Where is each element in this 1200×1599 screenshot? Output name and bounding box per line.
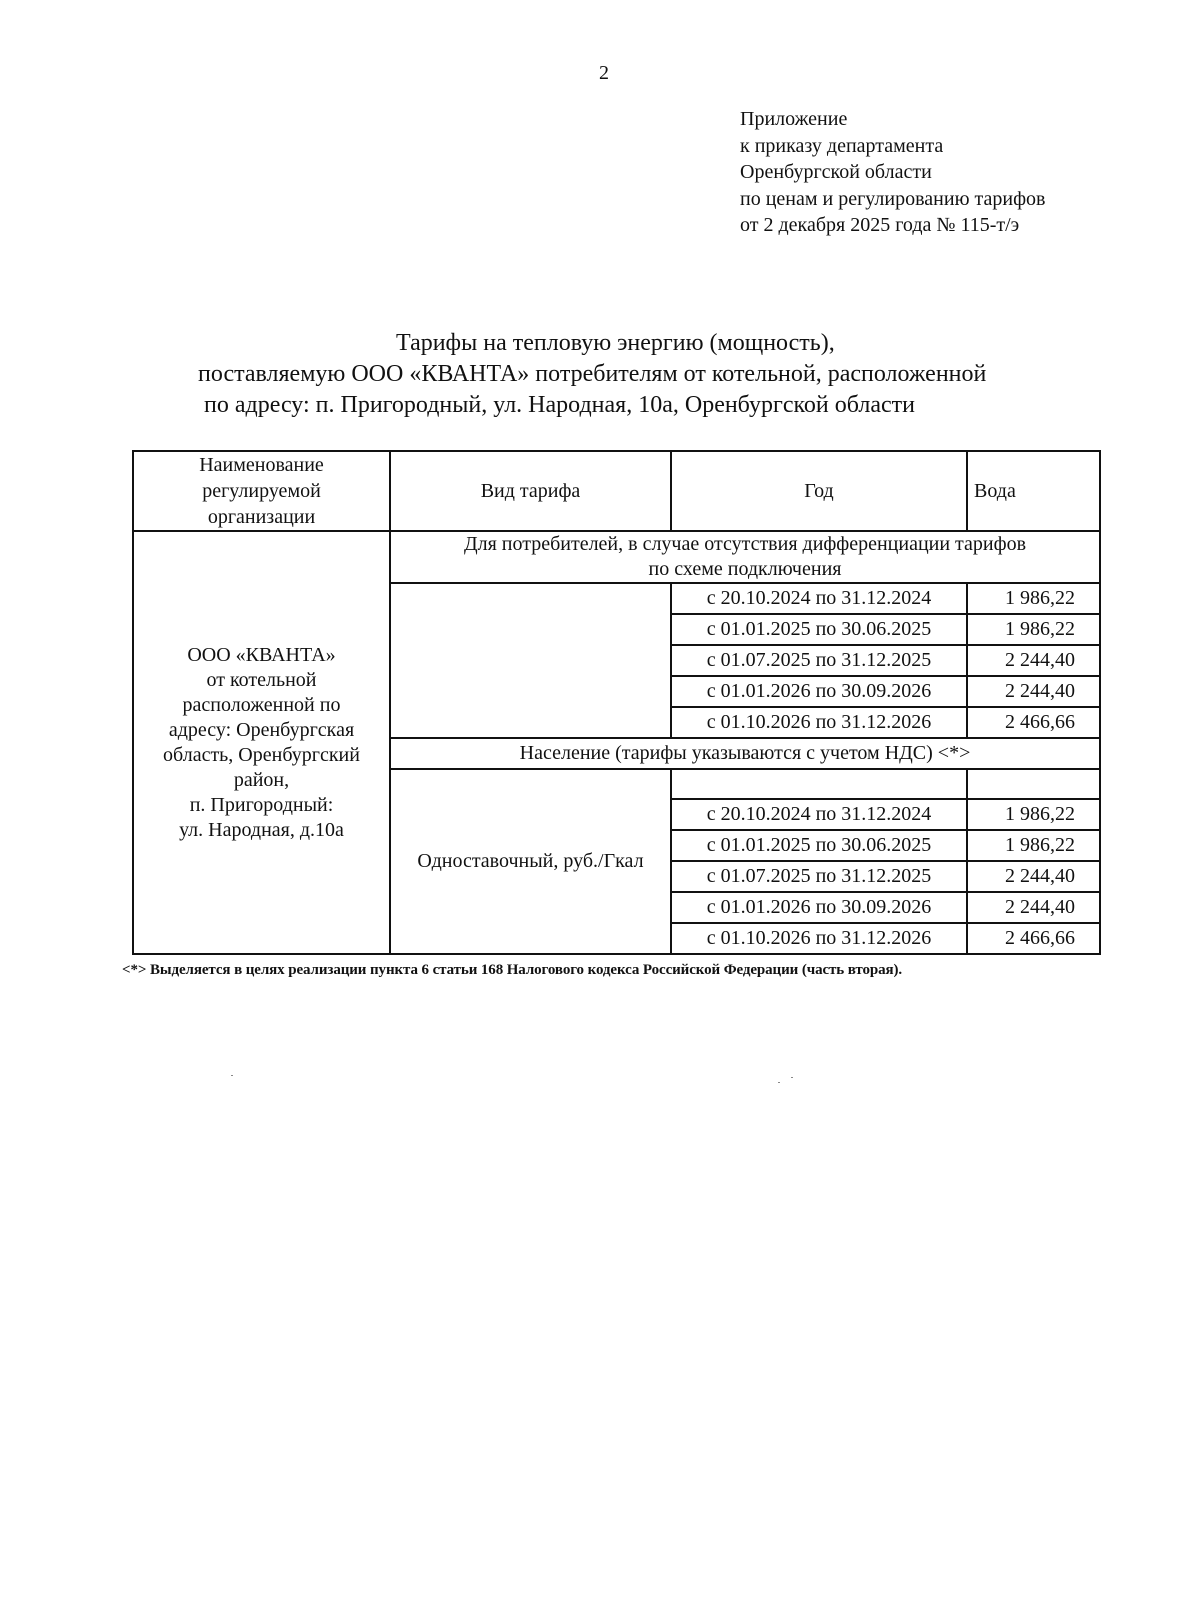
- value-cell: 1 986,22: [967, 614, 1100, 645]
- page-number: 2: [599, 62, 609, 84]
- value-cell: 2 244,40: [967, 861, 1100, 892]
- section-row: [133, 531, 1100, 583]
- org-line: адресу: Оренбургская: [168, 718, 355, 741]
- value-cell: 2 466,66: [967, 707, 1100, 738]
- header-tariff-type: Вид тарифа: [390, 451, 671, 531]
- value-cell-empty: [967, 769, 1100, 799]
- section-title-population: Население (тарифы указываются с учетом НДС) <*>: [390, 738, 1100, 769]
- organization-cell: [133, 531, 390, 954]
- value-cell: 2 466,66: [967, 923, 1100, 954]
- header-org: [133, 451, 390, 531]
- value-cell: 1 986,22: [967, 799, 1100, 830]
- period-cell: с 20.10.2024 по 31.12.2024: [671, 799, 967, 830]
- appendix-line: от 2 декабря 2025 года № 115-т/э: [740, 214, 1020, 236]
- period-cell: с 01.01.2026 по 30.09.2026: [671, 892, 967, 923]
- org-line: ООО «КВАНТА»: [187, 643, 336, 666]
- scan-speck: [231, 1075, 233, 1076]
- section-title-line: Для потребителей, в случае отсутствия дифференциации тарифов: [463, 533, 1027, 555]
- period-cell: с 01.01.2026 по 30.09.2026: [671, 676, 967, 707]
- header-org-line: организации: [207, 506, 316, 528]
- org-line: п. Пригородный:: [189, 793, 334, 816]
- org-line: от котельной: [206, 668, 317, 691]
- section-title-consumers: [390, 531, 1100, 583]
- period-cell: с 01.01.2025 по 30.06.2025: [671, 614, 967, 645]
- header-year: Год: [671, 451, 967, 531]
- value-cell: 2 244,40: [967, 892, 1100, 923]
- tariff-type-empty: [390, 583, 671, 738]
- title-line: Тарифы на тепловую энергию (мощность),: [396, 330, 835, 356]
- title-line: по адресу: п. Пригородный, ул. Народная, 10а, Оренбургской области: [204, 392, 915, 418]
- period-cell: с 20.10.2024 по 31.12.2024: [671, 583, 967, 614]
- table-header-row: [133, 451, 1100, 531]
- org-line: расположенной по: [182, 693, 341, 716]
- period-cell: с 01.10.2026 по 31.12.2026: [671, 923, 967, 954]
- title-line: поставляемую ООО «КВАНТА» потребителям от котельной, расположенной: [198, 361, 987, 387]
- period-cell: с 01.07.2025 по 31.12.2025: [671, 645, 967, 676]
- document-title: [150, 328, 1150, 421]
- appendix-line: Оренбургской области: [740, 161, 932, 183]
- period-cell-empty: [671, 769, 967, 799]
- section-title-line: по схеме подключения: [648, 558, 842, 580]
- org-line: ул. Народная, д.10а: [179, 818, 344, 841]
- period-cell: с 01.10.2026 по 31.12.2026: [671, 707, 967, 738]
- value-cell: 1 986,22: [967, 583, 1100, 614]
- org-line: область, Оренбургский: [163, 743, 360, 766]
- value-cell: 2 244,40: [967, 645, 1100, 676]
- footnote: <*> Выделяется в целях реализации пункта 6 статьи 168 Налогового кодекса Российской Федерации (часть вторая).: [122, 962, 903, 978]
- tariff-table: [132, 450, 1101, 955]
- tariff-type-cell: Одноставочный, руб./Гкал: [390, 769, 671, 954]
- org-line: район,: [233, 768, 290, 791]
- value-cell: 2 244,40: [967, 676, 1100, 707]
- header-water: Вода: [967, 451, 1100, 531]
- appendix-line: по ценам и регулированию тарифов: [740, 187, 1046, 210]
- scan-speck: [791, 1077, 793, 1078]
- header-org-line: Наименование: [199, 454, 324, 476]
- period-cell: с 01.01.2025 по 30.06.2025: [671, 830, 967, 861]
- scan-speck: [778, 1082, 780, 1083]
- appendix-block: [740, 106, 1045, 239]
- appendix-line: Приложение: [740, 108, 848, 130]
- appendix-line: к приказу департамента: [740, 134, 944, 157]
- header-org-line: регулируемой: [202, 480, 321, 502]
- value-cell: 1 986,22: [967, 830, 1100, 861]
- period-cell: с 01.07.2025 по 31.12.2025: [671, 861, 967, 892]
